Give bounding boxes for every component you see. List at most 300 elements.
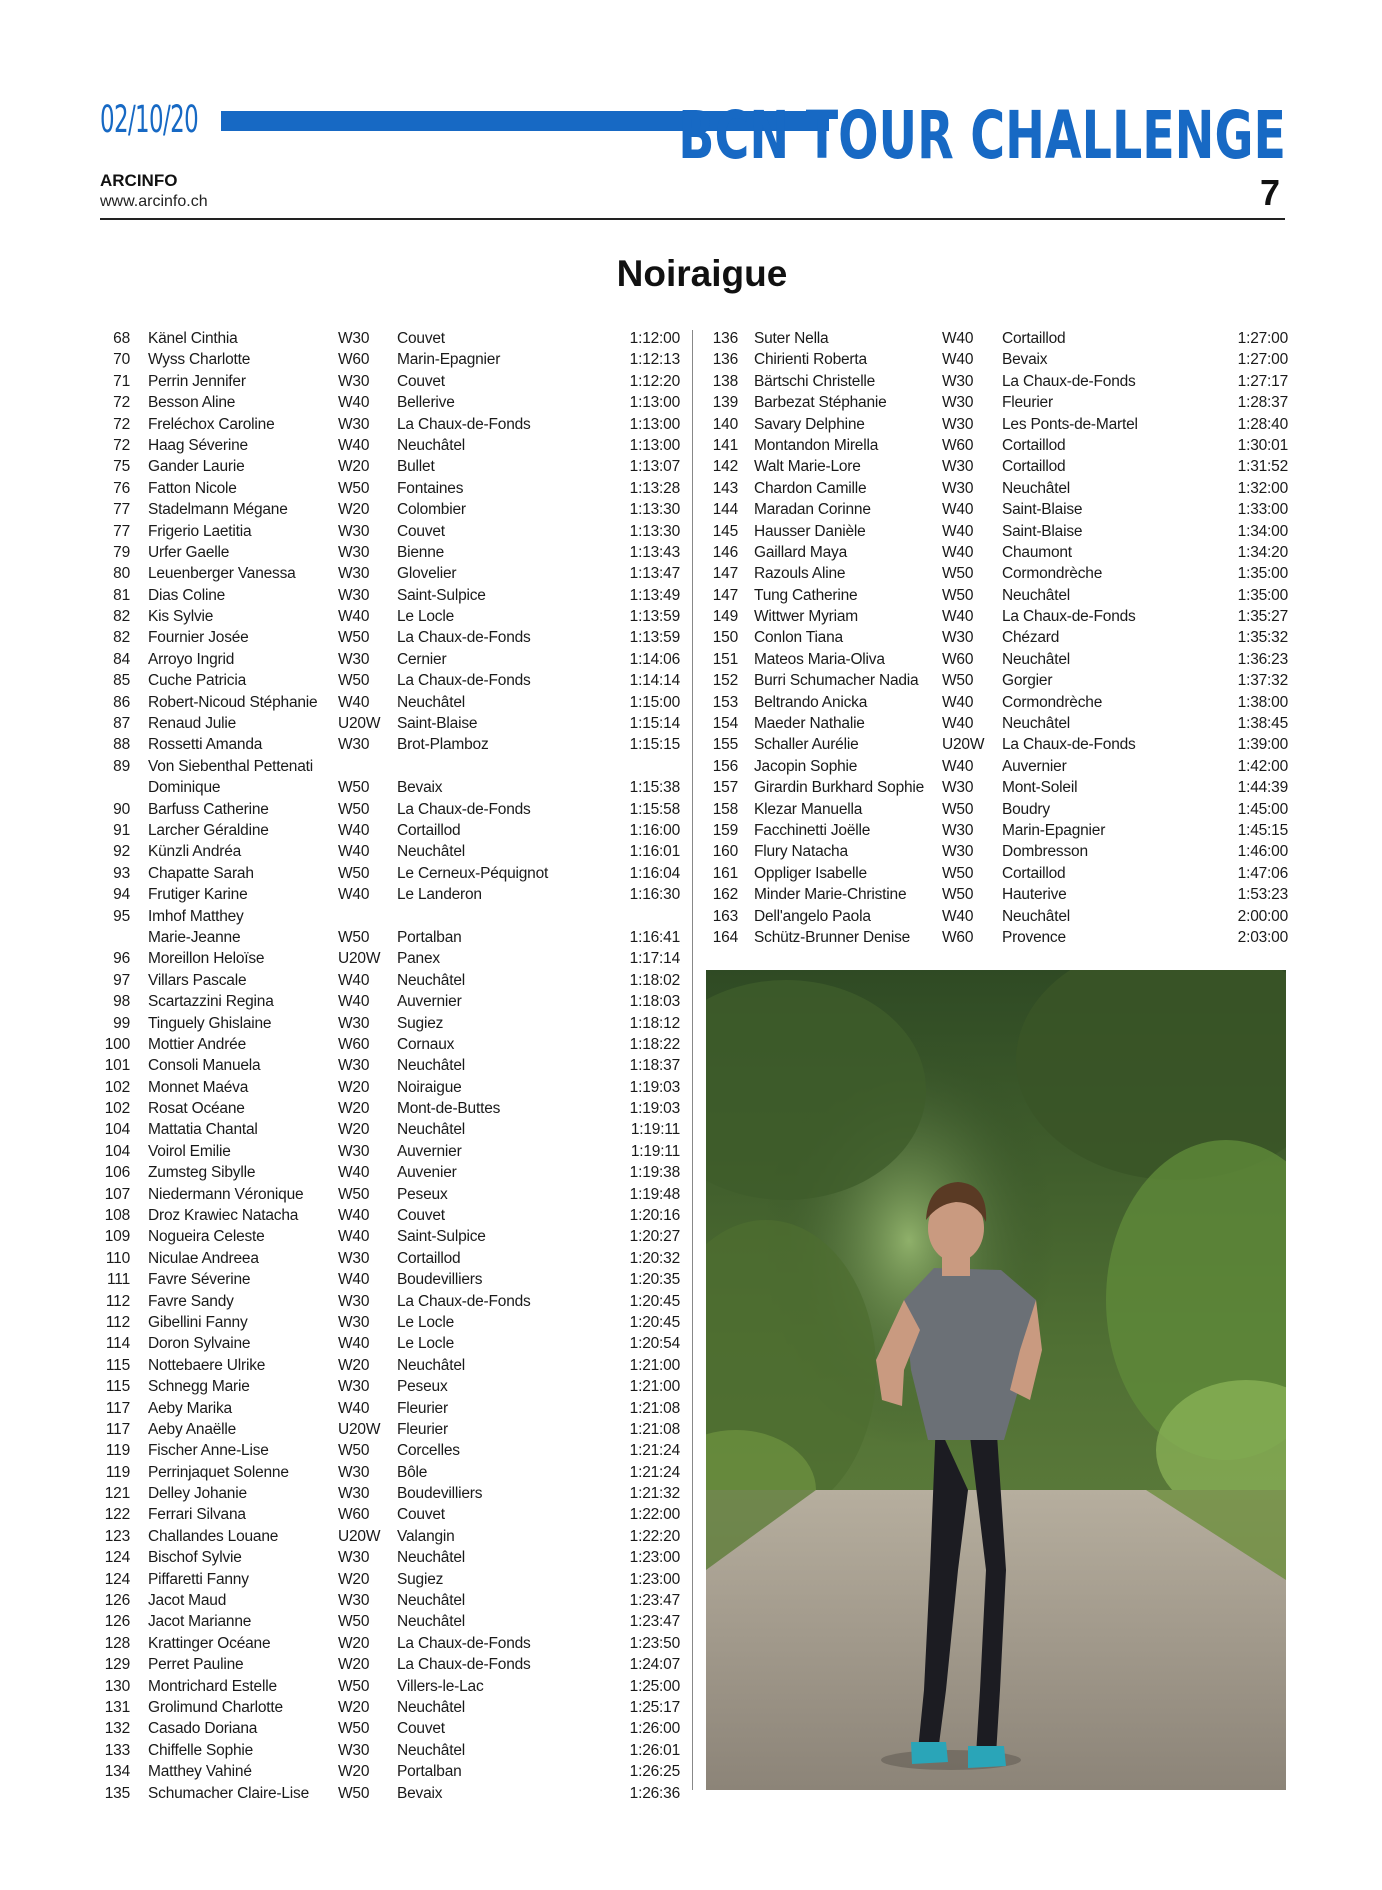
result-locality: Le Locle xyxy=(397,1313,455,1331)
result-rank: 91 xyxy=(113,821,130,839)
result-time: 1:23:00 xyxy=(629,1549,680,1567)
result-name: Barfuss Catherine xyxy=(148,800,269,818)
result-category: W60 xyxy=(942,928,974,946)
result-row xyxy=(706,349,1288,370)
result-time: 1:12:00 xyxy=(629,330,680,347)
result-row xyxy=(706,927,1288,948)
result-name: Favre Séverine xyxy=(148,1271,251,1289)
result-row xyxy=(100,1440,680,1461)
result-name: Schaller Aurélie xyxy=(754,736,859,754)
result-locality: Le Landeron xyxy=(397,886,482,904)
result-locality: Le Cerneux-Péquignot xyxy=(397,864,549,882)
result-name: Montandon Mirella xyxy=(754,436,879,454)
result-row xyxy=(100,991,680,1012)
result-name: Fatton Nicole xyxy=(148,479,237,497)
result-locality: Boudevilliers xyxy=(397,1485,483,1503)
result-name: Klezar Manuella xyxy=(754,800,863,818)
page-title: Noiraigue xyxy=(616,253,788,294)
result-locality: Couvet xyxy=(397,330,445,347)
result-time: 1:14:06 xyxy=(629,650,680,668)
result-row xyxy=(706,563,1288,584)
result-rank: 75 xyxy=(113,458,130,476)
result-locality: Dombresson xyxy=(1002,843,1088,861)
result-rank: 102 xyxy=(104,1078,130,1096)
result-row xyxy=(100,1248,680,1269)
result-row xyxy=(100,585,680,606)
result-locality: Neuchâtel xyxy=(1002,715,1070,733)
result-row xyxy=(100,906,680,927)
result-row xyxy=(706,756,1288,777)
result-row xyxy=(100,1098,680,1119)
result-locality: Bevaix xyxy=(1002,351,1048,369)
result-time: 1:33:00 xyxy=(1237,501,1288,519)
result-category: W30 xyxy=(338,330,370,347)
result-time: 1:12:20 xyxy=(629,372,680,390)
result-row xyxy=(100,799,680,820)
result-locality: Saint-Blaise xyxy=(1002,501,1083,519)
result-category: W40 xyxy=(338,1207,370,1225)
result-rank: 145 xyxy=(712,522,738,540)
result-row xyxy=(100,1633,680,1654)
result-row xyxy=(706,649,1288,670)
result-row xyxy=(706,606,1288,627)
result-name: Chardon Camille xyxy=(754,479,867,497)
result-rank: 114 xyxy=(105,1335,130,1353)
result-time: 1:39:00 xyxy=(1237,736,1288,754)
result-locality: Auvenier xyxy=(397,1164,457,1182)
publication-brand: ARCINFO xyxy=(100,171,178,190)
result-rank: 99 xyxy=(113,1014,130,1032)
result-locality: La Chaux-de-Fonds xyxy=(397,800,531,818)
result-name: Mattatia Chantal xyxy=(148,1121,258,1139)
result-time: 1:20:32 xyxy=(629,1249,680,1267)
result-row xyxy=(706,692,1288,713)
result-category: W20 xyxy=(338,1100,370,1118)
result-category: W50 xyxy=(942,586,974,604)
result-time: 1:25:00 xyxy=(629,1677,680,1695)
result-name: Krattinger Océane xyxy=(148,1634,271,1652)
result-locality: Saint-Blaise xyxy=(1002,522,1083,540)
result-rank: 135 xyxy=(104,1784,130,1802)
result-locality: Cormondrèche xyxy=(1002,693,1103,711)
result-row xyxy=(100,521,680,542)
result-category: W30 xyxy=(338,1741,370,1759)
result-rank: 126 xyxy=(104,1592,130,1610)
result-time: 1:19:03 xyxy=(629,1078,680,1096)
result-rank: 115 xyxy=(105,1356,130,1374)
result-name: Savary Delphine xyxy=(754,415,865,433)
result-locality: Neuchâtel xyxy=(397,1699,465,1716)
result-category: W60 xyxy=(942,436,974,454)
result-name: Consoli Manuela xyxy=(148,1057,261,1075)
results-column-right xyxy=(706,328,1288,948)
result-time: 1:26:00 xyxy=(629,1720,680,1738)
result-rank: 146 xyxy=(712,543,738,561)
result-rank: 80 xyxy=(113,565,130,583)
result-row xyxy=(100,1184,680,1205)
result-name: Niculae Andreea xyxy=(148,1249,259,1267)
result-category: W30 xyxy=(942,458,974,476)
result-category: W20 xyxy=(338,1356,370,1374)
result-rank: 111 xyxy=(107,1271,130,1289)
result-locality: Hauterive xyxy=(1002,886,1067,904)
result-category: W20 xyxy=(338,1763,370,1781)
result-rank: 97 xyxy=(113,971,130,989)
header-divider xyxy=(100,218,1285,220)
result-row xyxy=(100,970,680,991)
result-locality: Couvet xyxy=(397,1720,445,1738)
result-locality: Corcelles xyxy=(397,1442,460,1460)
result-name: Challandes Louane xyxy=(148,1527,279,1545)
result-time: 1:18:22 xyxy=(629,1035,680,1053)
result-locality: La Chaux-de-Fonds xyxy=(397,1656,531,1674)
result-row xyxy=(706,627,1288,648)
result-row xyxy=(100,499,680,520)
result-locality: Colombier xyxy=(397,501,466,519)
result-row xyxy=(100,649,680,670)
result-category: W50 xyxy=(942,672,974,690)
result-category: W50 xyxy=(338,1442,370,1460)
result-time: 1:20:45 xyxy=(629,1292,680,1310)
result-name: Bärtschi Christelle xyxy=(754,372,876,390)
result-rank: 117 xyxy=(105,1399,130,1417)
result-name: Jacot Maud xyxy=(148,1592,227,1610)
page-number: 7 xyxy=(1259,172,1280,213)
result-locality: Cornaux xyxy=(397,1035,455,1053)
result-locality: Neuchâtel xyxy=(397,1549,465,1567)
result-time: 1:27:00 xyxy=(1237,351,1288,369)
result-row xyxy=(100,1291,680,1312)
result-row xyxy=(100,841,680,862)
result-name: Perrinjaquet Solenne xyxy=(148,1463,289,1481)
result-locality: Boudry xyxy=(1002,800,1050,818)
result-row xyxy=(706,713,1288,734)
result-name: Fischer Anne-Lise xyxy=(148,1442,269,1460)
result-category: W30 xyxy=(942,372,974,390)
result-locality: Noiraigue xyxy=(397,1078,462,1096)
result-row xyxy=(706,371,1288,392)
result-rank: 136 xyxy=(712,351,738,369)
result-time: 1:17:14 xyxy=(629,950,680,968)
result-name: Maeder Nathalie xyxy=(754,715,865,733)
result-rank: 138 xyxy=(712,372,738,390)
result-name: Tung Catherine xyxy=(754,586,858,604)
result-name: Casado Doriana xyxy=(148,1720,258,1738)
result-name: Dell'angelo Paola xyxy=(754,907,871,925)
result-category: W60 xyxy=(942,650,974,668)
result-row xyxy=(100,1569,680,1590)
result-row xyxy=(100,1077,680,1098)
result-category: W30 xyxy=(338,543,370,561)
result-category: W30 xyxy=(338,372,370,390)
result-row xyxy=(100,1761,680,1782)
result-name: Schnegg Marie xyxy=(148,1378,250,1396)
result-row xyxy=(100,1205,680,1226)
result-row xyxy=(706,456,1288,477)
result-category: W30 xyxy=(942,821,974,839)
result-rank: 112 xyxy=(105,1292,130,1310)
result-name: Von Siebenthal Pettenati xyxy=(148,757,313,775)
result-category: W40 xyxy=(338,693,370,711)
result-time: 1:20:45 xyxy=(629,1313,680,1331)
result-locality: Cernier xyxy=(397,650,447,668)
result-name: Leuenberger Vanessa xyxy=(148,565,296,583)
result-time: 1:23:47 xyxy=(629,1613,680,1631)
result-name: Matthey Vahiné xyxy=(148,1763,252,1781)
result-time: 1:13:00 xyxy=(629,436,680,454)
result-row xyxy=(706,820,1288,841)
result-name: Conlon Tiana xyxy=(754,629,843,647)
result-name: Jacopin Sophie xyxy=(754,757,858,775)
result-rank: 141 xyxy=(712,436,738,454)
result-name: Haag Séverine xyxy=(148,436,248,454)
result-category: W50 xyxy=(942,565,974,583)
result-name: Imhof Matthey xyxy=(148,907,244,925)
result-row xyxy=(100,1055,680,1076)
result-rank: 126 xyxy=(104,1613,130,1631)
result-locality: Fleurier xyxy=(397,1420,448,1438)
result-category: W50 xyxy=(942,864,974,882)
result-category: W40 xyxy=(338,843,370,861)
result-rank: 89 xyxy=(113,757,130,775)
result-time: 1:34:00 xyxy=(1237,522,1288,540)
result-row xyxy=(100,1590,680,1611)
result-locality: Bevaix xyxy=(397,1784,443,1802)
result-row xyxy=(100,1611,680,1632)
result-category: W60 xyxy=(338,1035,370,1053)
result-locality: Neuchâtel xyxy=(397,1057,465,1075)
result-name: Mateos Maria-Oliva xyxy=(754,650,885,668)
result-time: 1:15:58 xyxy=(629,800,680,818)
result-rank: 85 xyxy=(113,672,130,690)
result-name: Maradan Corinne xyxy=(754,501,871,519)
result-category: W40 xyxy=(338,1164,370,1182)
result-category: W50 xyxy=(338,629,370,647)
result-name: Perrin Jennifer xyxy=(148,372,246,390)
result-name: Nottebaere Ulrike xyxy=(148,1356,266,1374)
result-name: Moreillon Heloïse xyxy=(148,950,265,968)
result-category: W30 xyxy=(338,415,370,433)
results-column-left xyxy=(100,328,680,1804)
result-name: Rossetti Amanda xyxy=(148,736,263,754)
result-category: W50 xyxy=(338,1613,370,1631)
result-row xyxy=(706,499,1288,520)
result-name: Grolimund Charlotte xyxy=(148,1699,283,1716)
result-name: Hausser Danièle xyxy=(754,522,866,540)
result-row xyxy=(100,1398,680,1419)
result-name: Arroyo Ingrid xyxy=(148,650,235,668)
result-locality: Panex xyxy=(397,950,440,968)
result-name: Aeby Marika xyxy=(148,1399,232,1417)
result-locality: La Chaux-de-Fonds xyxy=(397,1292,531,1310)
result-time: 1:24:07 xyxy=(629,1656,680,1674)
result-rank: 82 xyxy=(113,608,130,626)
result-category: W50 xyxy=(338,928,370,946)
result-row xyxy=(706,777,1288,798)
result-locality: Bienne xyxy=(397,543,445,561)
result-locality: Portalban xyxy=(397,928,462,946)
result-name: Beltrando Anicka xyxy=(754,693,868,711)
result-row xyxy=(100,1013,680,1034)
result-row xyxy=(706,884,1288,905)
result-row xyxy=(706,414,1288,435)
result-row xyxy=(100,1034,680,1055)
result-rank: 90 xyxy=(113,800,130,818)
result-rank: 84 xyxy=(113,650,130,668)
result-locality: Cortaillod xyxy=(1002,458,1066,476)
result-rank: 160 xyxy=(712,843,738,861)
result-rank: 136 xyxy=(712,330,738,347)
result-name: Perret Pauline xyxy=(148,1656,244,1674)
result-row xyxy=(100,1119,680,1140)
result-name: Schütz-Brunner Denise xyxy=(754,928,911,946)
result-row xyxy=(100,1654,680,1675)
result-category: W40 xyxy=(942,330,974,347)
result-locality: La Chaux-de-Fonds xyxy=(1002,736,1136,754)
result-category: W50 xyxy=(338,1784,370,1802)
publication-url[interactable]: www.arcinfo.ch xyxy=(100,193,208,210)
result-category: W50 xyxy=(338,864,370,882)
result-category: W50 xyxy=(338,1677,370,1695)
result-time: 1:15:15 xyxy=(629,736,680,754)
result-rank: 117 xyxy=(105,1420,130,1438)
result-category: W30 xyxy=(338,1549,370,1567)
result-category: W30 xyxy=(942,779,974,797)
result-locality: Neuchâtel xyxy=(1002,479,1070,497)
result-rank: 134 xyxy=(104,1763,130,1781)
result-rank: 147 xyxy=(712,565,738,583)
result-time: 1:15:38 xyxy=(629,779,680,797)
result-row xyxy=(706,392,1288,413)
result-name: Besson Aline xyxy=(148,394,236,412)
result-time: 2:00:00 xyxy=(1237,907,1288,925)
result-locality: Neuchâtel xyxy=(397,1356,465,1374)
result-name: Bischof Sylvie xyxy=(148,1549,242,1567)
result-category: W30 xyxy=(942,394,974,412)
result-name: Frigerio Laetitia xyxy=(148,522,252,540)
result-row xyxy=(100,606,680,627)
result-locality: Le Locle xyxy=(397,1335,455,1353)
result-rank: 110 xyxy=(105,1249,130,1267)
result-rank: 130 xyxy=(104,1677,130,1695)
result-locality: Auvernier xyxy=(1002,757,1067,775)
result-row xyxy=(706,328,1288,349)
result-time: 1:13:47 xyxy=(629,565,680,583)
result-name: Chiffelle Sophie xyxy=(148,1741,254,1759)
result-locality: Provence xyxy=(1002,928,1066,946)
result-name: Barbezat Stéphanie xyxy=(754,394,887,412)
result-time: 1:35:32 xyxy=(1237,629,1288,647)
result-time: 1:44:39 xyxy=(1237,779,1288,797)
result-name: Chirienti Roberta xyxy=(754,351,867,369)
result-row xyxy=(706,478,1288,499)
result-locality: Bellerive xyxy=(397,394,455,412)
result-name: Favre Sandy xyxy=(148,1292,234,1310)
result-row xyxy=(100,670,680,691)
result-time: 1:13:30 xyxy=(629,501,680,519)
result-name: Schumacher Claire-Lise xyxy=(148,1784,309,1802)
result-time: 1:26:36 xyxy=(629,1784,680,1802)
result-rank: 144 xyxy=(712,501,738,519)
result-time: 1:47:06 xyxy=(1237,864,1288,882)
result-row xyxy=(100,1547,680,1568)
result-time: 1:21:24 xyxy=(629,1463,680,1481)
result-category: W20 xyxy=(338,1699,370,1716)
result-name: Rosat Océane xyxy=(148,1100,245,1118)
result-rank: 86 xyxy=(113,693,130,711)
result-time: 1:16:04 xyxy=(629,864,680,882)
result-time: 1:19:48 xyxy=(629,1185,680,1203)
result-locality: La Chaux-de-Fonds xyxy=(397,1634,531,1652)
result-category: W40 xyxy=(338,1271,370,1289)
result-category: W40 xyxy=(338,971,370,989)
result-category: W40 xyxy=(942,543,974,561)
result-row xyxy=(100,1504,680,1525)
result-row xyxy=(706,841,1288,862)
result-time: 1:53:23 xyxy=(1237,886,1288,904)
result-time: 1:21:00 xyxy=(629,1356,680,1374)
result-row xyxy=(100,734,680,755)
result-name: Suter Nella xyxy=(754,330,829,347)
result-locality: Couvet xyxy=(397,1207,445,1225)
result-row xyxy=(706,799,1288,820)
result-locality: Neuchâtel xyxy=(1002,650,1070,668)
result-category: W30 xyxy=(942,843,974,861)
result-time: 1:23:50 xyxy=(629,1634,680,1652)
result-category: W40 xyxy=(942,757,974,775)
result-category: W50 xyxy=(338,779,370,797)
result-rank: 112 xyxy=(105,1313,130,1331)
result-row xyxy=(100,927,680,948)
result-category: W30 xyxy=(338,1292,370,1310)
result-category: W50 xyxy=(942,886,974,904)
result-row xyxy=(100,777,680,798)
result-row xyxy=(100,1162,680,1183)
result-time: 1:20:35 xyxy=(629,1271,680,1289)
result-locality: Couvet xyxy=(397,1506,445,1524)
result-category: W40 xyxy=(942,907,974,925)
result-time: 1:35:00 xyxy=(1237,565,1288,583)
result-category: W30 xyxy=(338,1592,370,1610)
issue-date: 02/10/20 xyxy=(100,98,199,141)
result-row xyxy=(100,1526,680,1547)
result-category: W30 xyxy=(338,650,370,668)
result-locality: Cortaillod xyxy=(1002,436,1066,454)
result-time: 1:16:30 xyxy=(629,886,680,904)
result-time: 1:18:12 xyxy=(629,1014,680,1032)
result-name: Piffaretti Fanny xyxy=(148,1570,249,1588)
result-time: 1:16:01 xyxy=(629,843,680,861)
result-locality: Neuchâtel xyxy=(397,1592,465,1610)
result-rank: 82 xyxy=(113,629,130,647)
result-locality: Valangin xyxy=(397,1527,455,1545)
result-rank: 140 xyxy=(712,415,738,433)
result-category: W50 xyxy=(338,1720,370,1738)
result-time: 1:30:01 xyxy=(1237,436,1288,454)
result-row xyxy=(100,456,680,477)
result-rank: 104 xyxy=(104,1142,130,1160)
result-rank: 163 xyxy=(712,907,738,925)
result-name: Villars Pascale xyxy=(148,971,247,989)
result-locality: Saint-Sulpice xyxy=(397,586,486,604)
result-time: 1:46:00 xyxy=(1237,843,1288,861)
result-name: Wittwer Myriam xyxy=(754,608,858,626)
result-rank: 162 xyxy=(712,886,738,904)
result-category: U20W xyxy=(942,736,985,754)
result-row xyxy=(100,948,680,969)
result-category: W40 xyxy=(338,821,370,839)
result-name: Minder Marie-Christine xyxy=(754,886,907,904)
